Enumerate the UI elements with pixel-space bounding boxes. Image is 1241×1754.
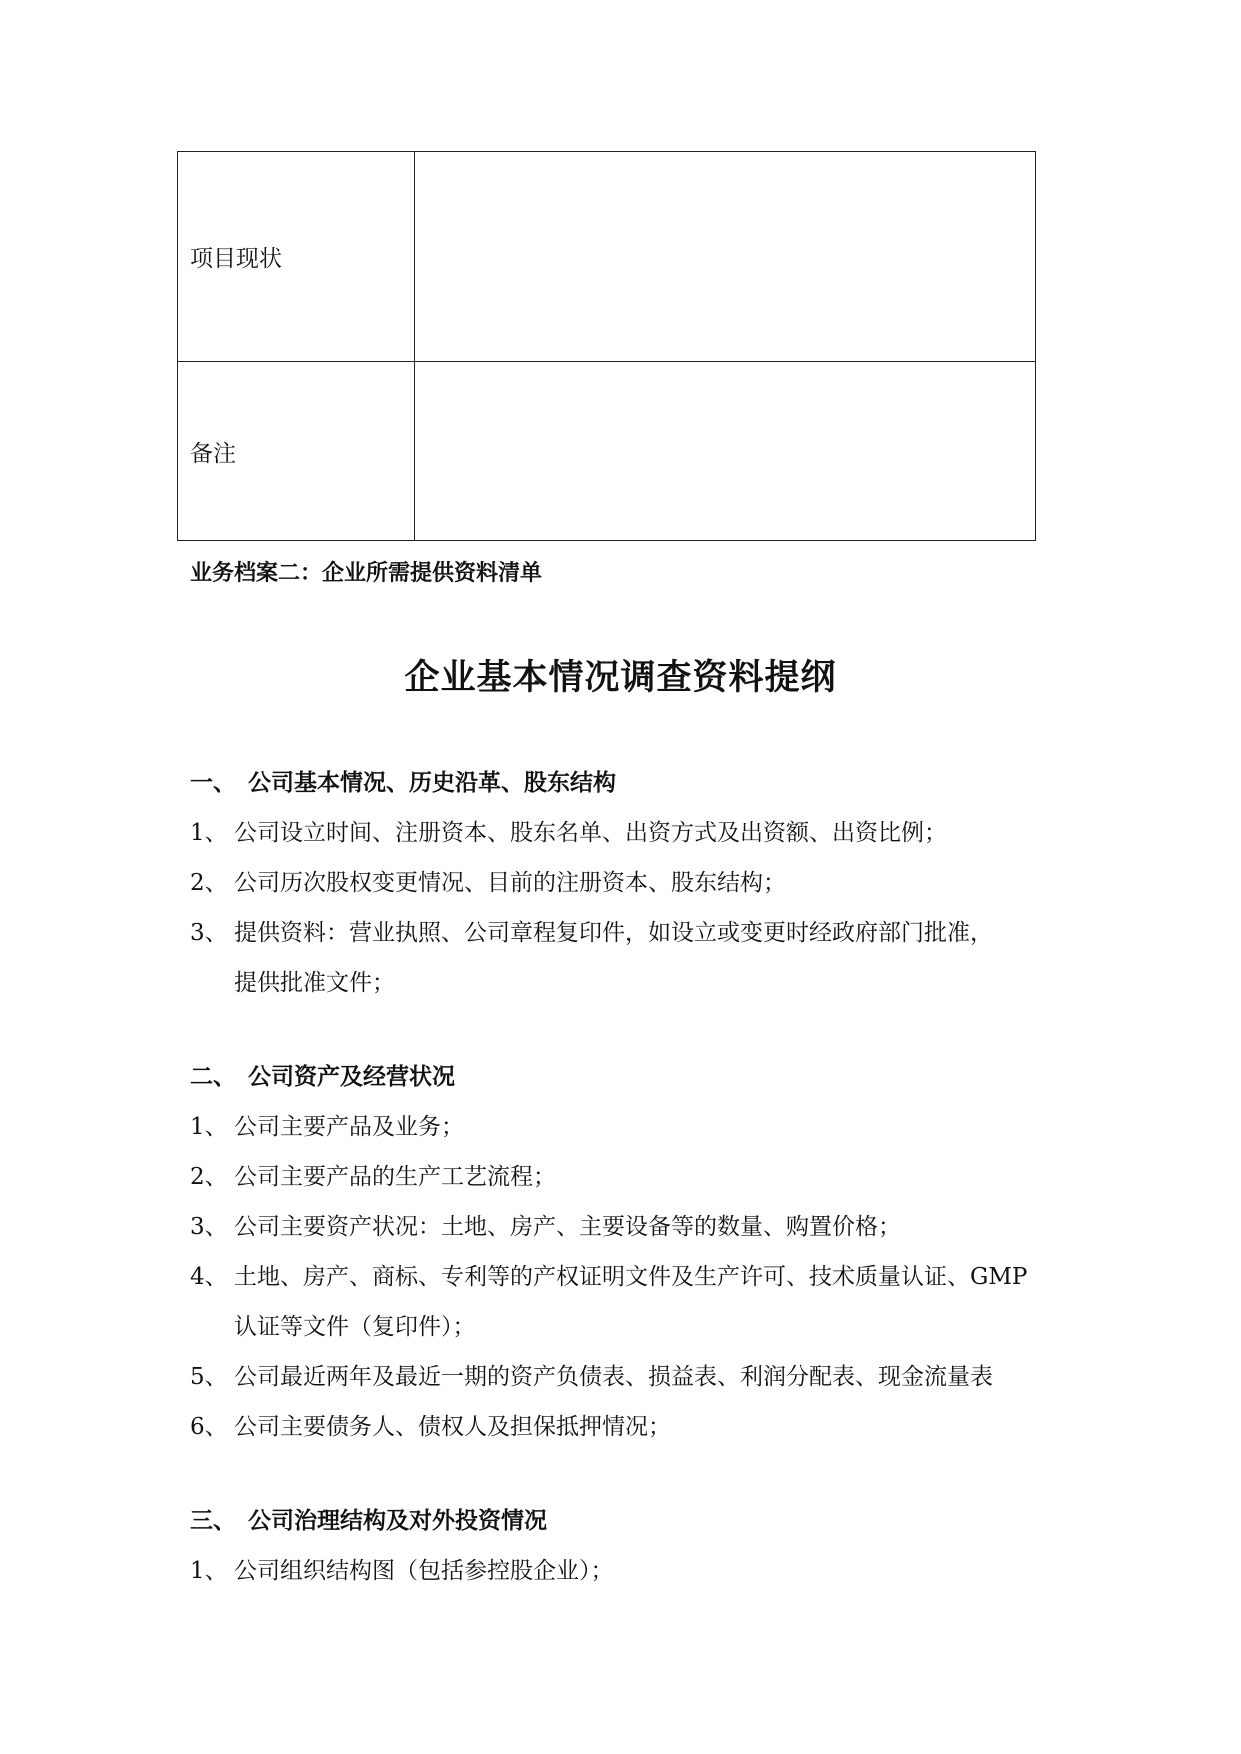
section-title: 公司基本情况、历史沿革、股东结构 xyxy=(248,769,616,796)
section-heading xyxy=(190,1502,547,1535)
list-item xyxy=(190,1258,1027,1291)
section-number: 三、 xyxy=(190,1507,236,1534)
table-value-cell xyxy=(415,362,1036,541)
table-row xyxy=(178,152,1036,362)
item-number: 5、 xyxy=(190,1364,228,1390)
section-number: 二、 xyxy=(190,1063,236,1090)
item-number: 2、 xyxy=(190,1164,228,1190)
item-text: 公司主要资产状况：土地、房产、主要设备等的数量、购置价格； xyxy=(234,1214,901,1240)
item-number: 4、 xyxy=(190,1264,228,1290)
item-text: 公司主要产品及业务； xyxy=(234,1114,464,1140)
list-item xyxy=(190,814,947,847)
item-number: 1、 xyxy=(190,1114,228,1140)
item-text: 土地、房产、商标、专利等的产权证明文件及生产许可、技术质量认证、GMP xyxy=(234,1264,1028,1290)
list-item xyxy=(190,1208,901,1241)
list-item xyxy=(190,1358,993,1391)
item-number: 3、 xyxy=(190,920,228,946)
item-number: 6、 xyxy=(190,1414,228,1440)
item-text: 公司设立时间、注册资本、股东名单、出资方式及出资额、出资比例； xyxy=(234,820,947,846)
section-title: 公司资产及经营状况 xyxy=(248,1063,455,1090)
table-label-cell: 备注 xyxy=(178,362,415,541)
item-text: 公司组织结构图（包括参控股企业）； xyxy=(234,1558,614,1584)
list-item xyxy=(190,1552,614,1585)
item-number: 1、 xyxy=(190,820,228,846)
list-item xyxy=(190,1408,671,1441)
section-title: 公司治理结构及对外投资情况 xyxy=(248,1507,547,1534)
item-text: 公司最近两年及最近一期的资产负债表、损益表、利润分配表、现金流量表 xyxy=(234,1364,993,1390)
table-value-cell xyxy=(415,152,1036,362)
list-item xyxy=(190,914,993,947)
section-heading xyxy=(190,1058,455,1091)
item-number: 2、 xyxy=(190,870,228,896)
section-heading xyxy=(190,764,616,797)
item-number: 1、 xyxy=(190,1558,228,1584)
item-text: 提供资料：营业执照、公司章程复印件，如设立或变更时经政府部门批准， xyxy=(234,920,993,946)
item-text: 公司主要产品的生产工艺流程； xyxy=(234,1164,556,1190)
item-continuation: 认证等文件（复印件）； xyxy=(234,1314,476,1340)
list-item xyxy=(190,1108,464,1141)
item-number: 3、 xyxy=(190,1214,228,1240)
project-info-table xyxy=(177,151,1036,541)
document-title: 企业基本情况调查资料提纲 xyxy=(404,657,837,698)
list-item xyxy=(190,864,786,897)
section-number: 一、 xyxy=(190,769,236,796)
archive-heading: 业务档案二：企业所需提供资料清单 xyxy=(190,560,543,586)
list-item xyxy=(190,1158,556,1191)
item-text: 公司历次股权变更情况、目前的注册资本、股东结构； xyxy=(234,870,786,896)
table-row xyxy=(178,362,1036,541)
item-text: 公司主要债务人、债权人及担保抵押情况； xyxy=(234,1414,671,1440)
table-label-cell: 项目现状 xyxy=(178,152,415,362)
item-continuation: 提供批准文件； xyxy=(234,970,395,996)
